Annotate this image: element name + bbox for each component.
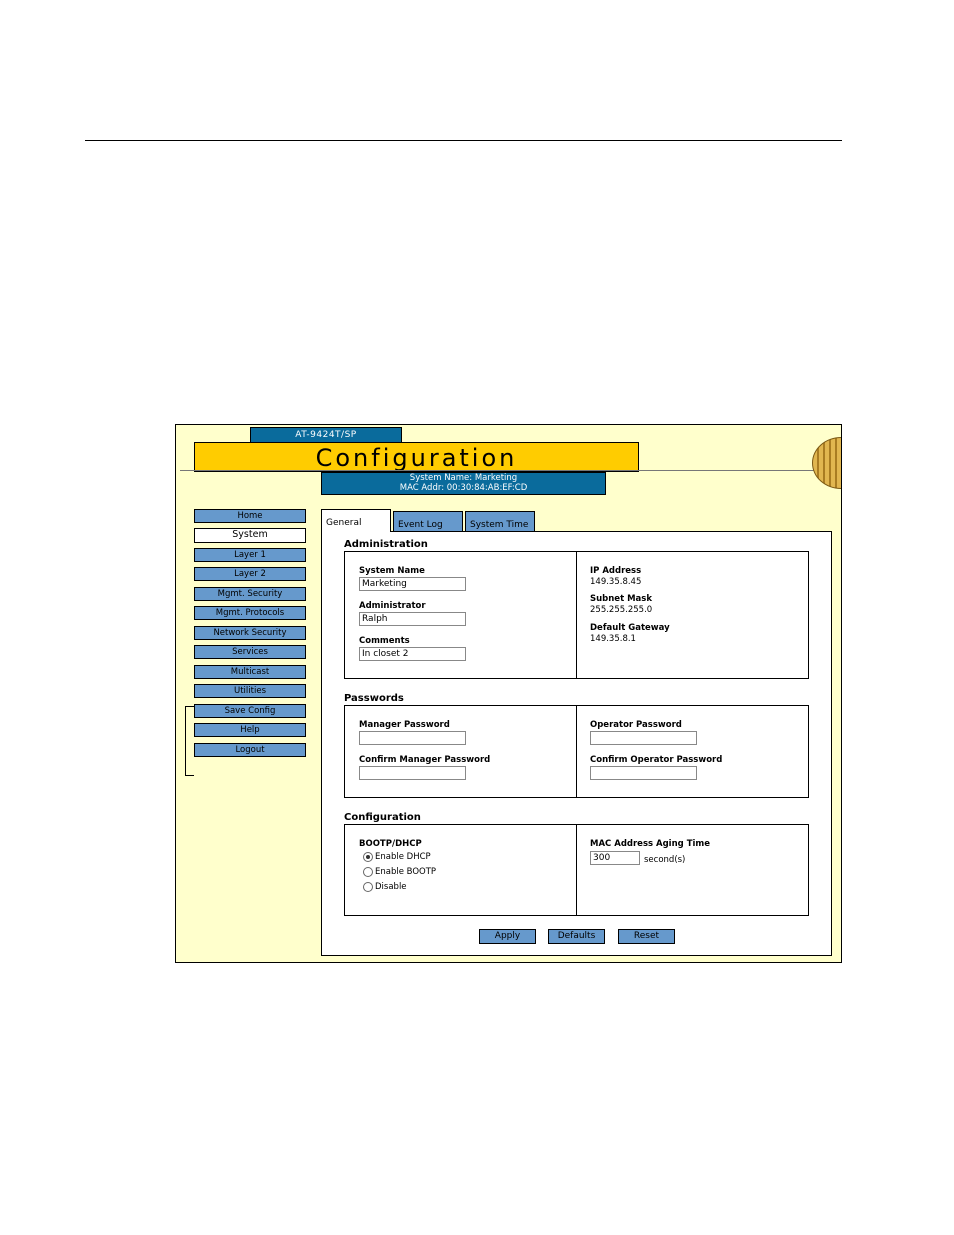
configuration-box [344,824,809,916]
nav-layer2-button[interactable]: Layer 2 [194,567,306,581]
page-title: Configuration [315,444,518,472]
default-gateway-label: Default Gateway [590,623,670,633]
reset-button[interactable]: Reset [618,929,675,944]
title-bar [194,442,639,472]
title-divider [180,470,840,471]
operator-password-input[interactable] [590,731,697,745]
configuration-title: Configuration [344,812,421,823]
nav-multicast-button[interactable]: Multicast [194,665,306,679]
page-rule [85,140,842,141]
browser-frame [175,424,842,963]
nav-layer1-button[interactable]: Layer 1 [194,548,306,562]
confirm-manager-password-label: Confirm Manager Password [359,755,491,765]
configuration-divider [576,825,577,915]
comments-input[interactable] [359,647,466,661]
nav-services-button[interactable]: Services [194,645,306,659]
defaults-button[interactable]: Defaults [548,929,605,944]
nav-mgmt-protocols-button[interactable]: Mgmt. Protocols [194,606,306,620]
administration-divider [576,552,577,678]
nav-mgmt-security-button[interactable]: Mgmt. Security [194,587,306,601]
system-name-label: System Name [359,566,425,576]
administrator-input[interactable] [359,612,466,626]
mac-aging-time-input[interactable] [590,851,640,865]
confirm-operator-password-label: Confirm Operator Password [590,755,723,765]
default-gateway-value: 149.35.8.1 [590,634,636,644]
enable-bootp-radio[interactable] [363,867,373,877]
model-label: AT-9424T/SP [250,427,402,443]
passwords-box [344,705,809,798]
system-info-banner [321,472,606,495]
administration-title: Administration [344,539,428,550]
ip-address-value: 149.35.8.45 [590,577,642,587]
subnet-mask-label: Subnet Mask [590,594,653,604]
system-name-line: System Name: Marketing [409,473,518,483]
operator-password-label: Operator Password [590,720,682,730]
tab-general[interactable]: General [321,509,391,532]
nav-home-button[interactable]: Home [194,509,306,523]
mac-address-line: MAC Addr: 00:30:84:AB:EF:CD [399,483,528,493]
nav-logout-button[interactable]: Logout [194,743,306,757]
general-tab-panel [321,531,832,956]
nav-group-bracket [185,706,194,776]
manager-password-input[interactable] [359,731,466,745]
nav-save-config-button[interactable]: Save Config [194,704,306,718]
administrator-label: Administrator [359,601,426,611]
confirm-operator-password-input[interactable] [590,766,697,780]
enable-dhcp-radio[interactable] [363,852,373,862]
tab-system-time[interactable]: System Time [465,511,535,532]
subnet-mask-value: 255.255.255.0 [590,605,653,615]
tab-event-log[interactable]: Event Log [393,511,463,532]
manager-password-label: Manager Password [359,720,450,730]
ip-address-label: IP Address [590,566,642,576]
globe-logo-icon [812,437,842,489]
mac-aging-time-label: MAC Address Aging Time [590,839,711,849]
bootp-dhcp-label: BOOTP/DHCP [359,839,422,849]
system-name-input[interactable] [359,577,466,591]
passwords-divider [576,706,577,797]
comments-label: Comments [359,636,410,646]
nav-help-button[interactable]: Help [194,723,306,737]
nav-system-button[interactable]: System [194,528,306,543]
enable-bootp-label: Enable BOOTP [375,867,437,877]
administration-box [344,551,809,679]
disable-radio[interactable] [363,882,373,892]
nav-network-security-button[interactable]: Network Security [194,626,306,640]
nav-utilities-button[interactable]: Utilities [194,684,306,698]
confirm-manager-password-input[interactable] [359,766,466,780]
apply-button[interactable]: Apply [479,929,536,944]
passwords-title: Passwords [344,693,404,704]
enable-dhcp-label: Enable DHCP [375,852,431,862]
mac-aging-time-unit: second(s) [644,855,686,865]
disable-label: Disable [375,882,407,892]
